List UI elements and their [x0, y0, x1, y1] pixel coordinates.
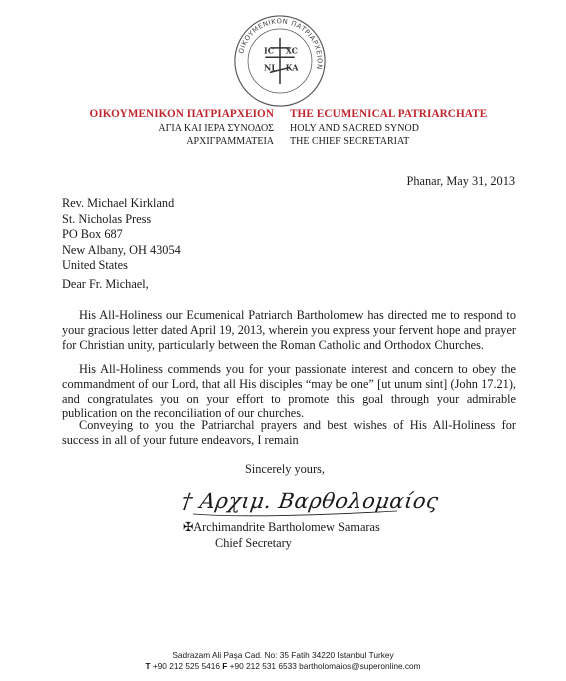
recipient-line: New Albany, OH 43054 [62, 242, 181, 257]
greek-header-line2: ΑΓΙΑ ΚΑΙ ΙΕΡΑ ΣΥΝΟΔΟΣ [158, 123, 274, 134]
recipient-line: PO Box 687 [62, 227, 123, 242]
body-paragraph-2: His All-Holiness commends you for your passionate interest and concern to obey the commandment of our Lord, that all His disciples “may be one” [ut unum sint] (John 17.21), and congratulates you on your effort to promote this goal through your admirable publication on the reconciliation of our churches. [62, 362, 516, 421]
greek-header-line3: ΑΡΧΙΓΡΑΜΜΑΤΕΙΑ [186, 136, 274, 147]
svg-text:† Αρχιμ. Βαρθολομαίος: † Αρχιμ. Βαρθολομαίος [180, 488, 441, 513]
signer-name: ✠Archimandrite Bartholomew Samaras [183, 520, 380, 534]
phone-number: +90 212 525 5416 [152, 661, 220, 671]
phone-label: T [145, 661, 151, 671]
recipient-line: St. Nicholas Press [62, 211, 152, 226]
svg-text:NI: NI [264, 62, 276, 73]
svg-text:XC: XC [285, 45, 299, 56]
salutation: Dear Fr. Michael, [62, 277, 149, 291]
recipient-address [62, 196, 181, 274]
english-header-line2: HOLY AND SACRED SYNOD [290, 123, 419, 134]
footer-address: Sadrazam Ali Paşa Cad. No: 35 Fatih 34220 Istanbul Turkey [172, 650, 394, 660]
recipient-line: Rev. Michael Kirkland [62, 196, 175, 210]
body-paragraph-3: Conveying to you the Patriarchal prayers and best wishes of His All-Holiness for success in all of your future endeavors, I remain [62, 418, 516, 447]
svg-text:IC: IC [264, 45, 275, 56]
letter-date: Phanar, May 31, 2013 [406, 174, 515, 188]
closing: Sincerely yours, [245, 462, 325, 476]
email-address: bartholomaios@superonline.com [299, 661, 421, 671]
recipient-line: United States [62, 258, 128, 273]
english-header-line3: THE CHIEF SECRETARIAT [290, 136, 410, 147]
svg-text:ΟΙΚΟΥΜΕΝΙΚΟΝ ΠΑΤΡΙΑΡΧΕΙΟΝ: ΟΙΚΟΥΜΕΝΙΚΟΝ ΠΑΤΡΙΑΡΧΕΙΟΝ [237, 17, 324, 71]
fax-label: F [222, 661, 228, 671]
greek-header-line1: ΟΙΚΟΥΜΕΝΙΚΟΝ ΠΑΤΡΙΑΡΧΕΙΟΝ [89, 108, 274, 120]
fax-number: +90 212 531 6533 [229, 661, 297, 671]
patriarchate-seal [233, 14, 327, 108]
signer-title: Chief Secretary [215, 536, 292, 550]
footer-contacts [0, 661, 566, 672]
svg-text:KA: KA [285, 62, 299, 73]
english-header-line1: THE ECUMENICAL PATRIARCHATE [290, 108, 488, 120]
body-paragraph-1: His All-Holiness our Ecumenical Patriarch Bartholomew has directed me to respond to your gracious letter dated April 19, 2013, wherein you express your fervent hope and prayer for Christian unity, particularly between the Roman Catholic and Orthodox Churches. [62, 308, 516, 352]
handwritten-signature [180, 478, 441, 520]
footer [0, 650, 566, 672]
